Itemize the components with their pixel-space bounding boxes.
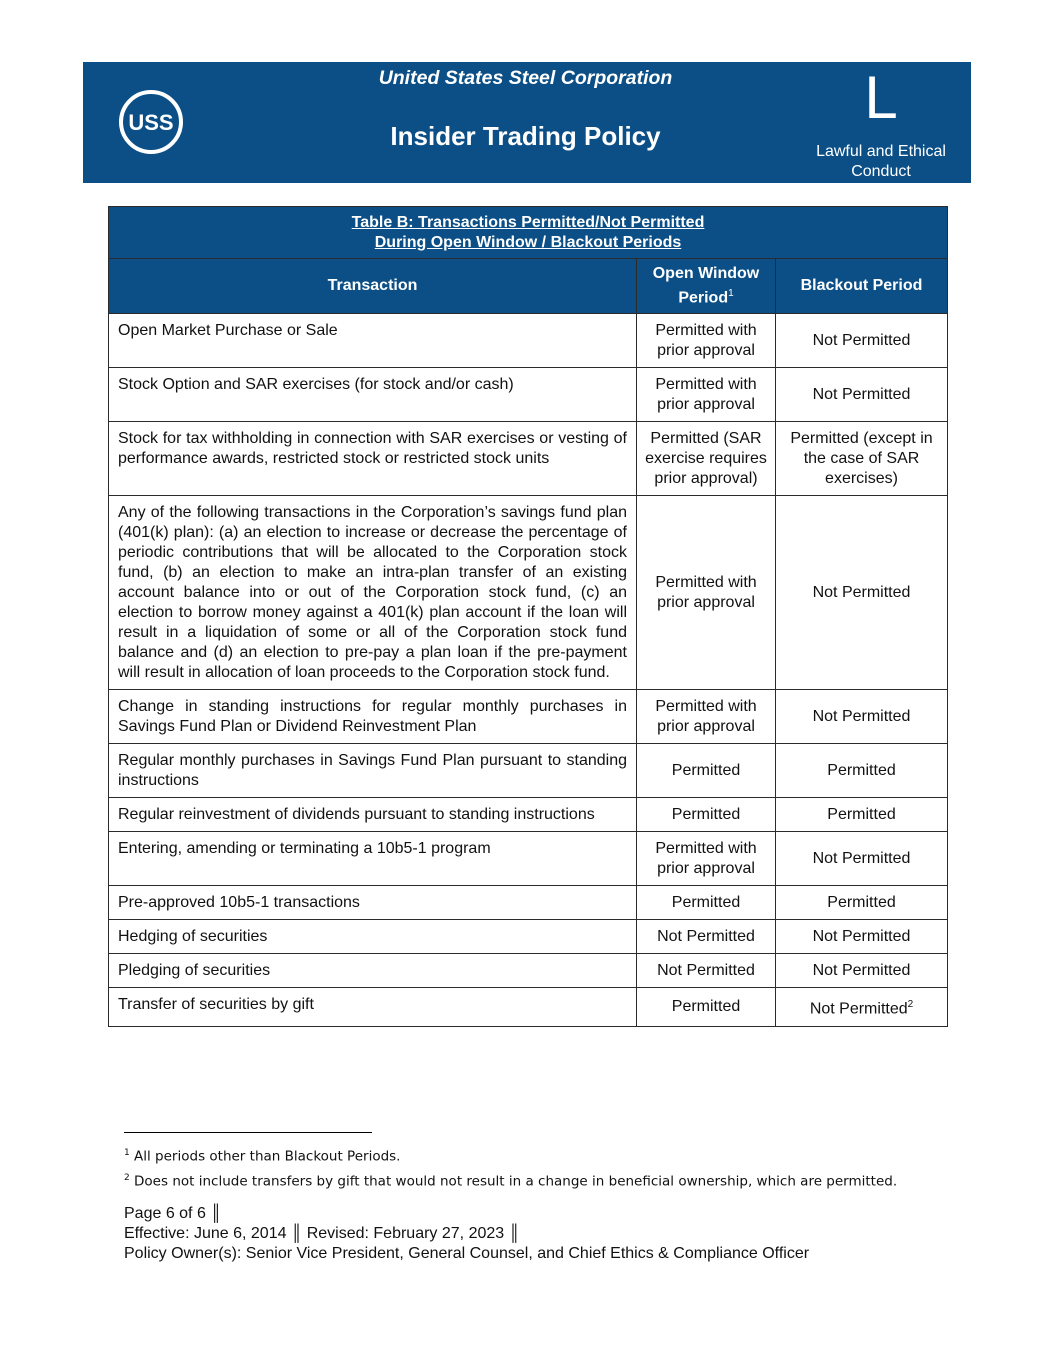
section-name <box>795 142 967 182</box>
blackout-cell <box>776 832 948 886</box>
blackout-text: Permitted <box>827 806 896 824</box>
table-row <box>109 368 948 422</box>
company-name: United States Steel Corporation <box>378 67 673 89</box>
table-row <box>109 744 948 798</box>
transaction-cell: Regular monthly purchases in Savings Fund Plan pursuant to standing instructions <box>109 744 637 798</box>
transaction-cell: Entering, amending or terminating a 10b5-1 program <box>109 832 637 886</box>
footnote-ref-1: 1 <box>728 288 734 299</box>
blackout-text: Permitted (except in the case of SAR exercises) <box>790 430 933 488</box>
blackout-cell <box>776 422 948 496</box>
document-header <box>83 62 971 183</box>
page-title: Insider Trading Policy <box>390 121 661 151</box>
transaction-cell: Stock Option and SAR exercises (for stock and/or cash) <box>109 368 637 422</box>
open-window-cell: Permitted <box>637 744 776 798</box>
footnote-2: $^2$ Does not include transfers by gift that would not result in a change in beneficial ownership, which are permitted. <box>124 1172 898 1189</box>
table-row <box>109 886 948 920</box>
open-window-cell: Permitted with prior approval <box>637 832 776 886</box>
blackout-text: Not Permitted <box>812 584 911 602</box>
open-window-cell: Permitted (SAR exercise requires prior approval) <box>637 422 776 496</box>
table-row <box>109 798 948 832</box>
column-header-transaction: Transaction <box>109 259 637 314</box>
transaction-cell: Stock for tax withholding in connection with SAR exercises or vesting of performance awards, restricted stock or restricted stock units <box>109 422 637 496</box>
section-name-line1: Lawful and Ethical <box>816 143 946 160</box>
table-row <box>109 690 948 744</box>
transaction-cell: Change in standing instructions for regular monthly purchases in Savings Fund Plan or Dividend Reinvestment Plan <box>109 690 637 744</box>
column-header-blackout: Blackout Period <box>776 259 948 314</box>
transaction-cell: Hedging of securities <box>109 920 637 954</box>
open-window-cell: Permitted with prior approval <box>637 368 776 422</box>
page-footer <box>124 1204 1004 1264</box>
footnote-1: $^1$ All periods other than Blackout Periods. <box>124 1148 401 1165</box>
table-row <box>109 496 948 690</box>
blackout-cell <box>776 744 948 798</box>
table-row <box>109 422 948 496</box>
section-letter: L <box>864 64 898 131</box>
blackout-text: Not Permitted <box>812 928 911 946</box>
blackout-text: Not Permitted <box>812 386 911 404</box>
open-window-cell: Permitted with prior approval <box>637 314 776 368</box>
transaction-cell: Pledging of securities <box>109 954 637 988</box>
footnote-divider <box>124 1132 372 1133</box>
open-window-cell: Not Permitted <box>637 920 776 954</box>
blackout-cell <box>776 886 948 920</box>
open-window-cell: Permitted with prior approval <box>637 496 776 690</box>
table-caption <box>109 207 948 259</box>
blackout-text: Not Permitted <box>812 708 911 726</box>
transaction-cell: Any of the following transactions in the Corporation’s savings fund plan (401(k) plan): (a) an election to increase or decrease the percentage of periodic contributions that will be allocated to the Corporation stock fund, (b) an election to make an intra-plan transfer of an existing account balance into or out of the Corporation stock fund, (c) an election to borrow money against a 401(k) plan account if the loan will result in a liquidation of some or all of the Corporation stock fund balance and (d) an election to pre-pay a plan loan if the pre-payment will result in allocation of loan proceeds to the Corporation stock fund. <box>109 496 637 690</box>
blackout-cell <box>776 920 948 954</box>
policy-owners: Policy Owner(s): Senior Vice President, General Counsel, and Chief Ethics & Compliance Officer <box>124 1245 810 1262</box>
transaction-cell: Pre-approved 10b5-1 transactions <box>109 886 637 920</box>
page-number: Page 6 of 6 ║ <box>124 1205 222 1222</box>
table-caption-line2: During Open Window / Blackout Periods <box>374 234 682 251</box>
transactions-table <box>108 206 948 1027</box>
table-row <box>109 832 948 886</box>
open-window-cell: Permitted <box>637 886 776 920</box>
open-window-cell: Permitted <box>637 988 776 1026</box>
blackout-text: Permitted <box>827 762 896 780</box>
section-name-line2: Conduct <box>851 163 911 180</box>
table-row <box>109 920 948 954</box>
table-row <box>109 988 948 1026</box>
logo-text: USS <box>128 110 174 135</box>
transaction-cell: Open Market Purchase or Sale <box>109 314 637 368</box>
policy-dates: Effective: June 6, 2014 ║ Revised: February 27, 2023 ║ <box>124 1225 520 1242</box>
table-caption-line1: Table B: Transactions Permitted/Not Permitted <box>351 214 705 231</box>
blackout-text: Not Permitted <box>812 850 911 868</box>
blackout-text: Not Permitted <box>812 962 911 980</box>
blackout-cell <box>776 368 948 422</box>
blackout-cell <box>776 798 948 832</box>
transaction-cell: Transfer of securities by gift <box>109 988 637 1026</box>
uss-logo <box>118 89 184 155</box>
blackout-cell <box>776 314 948 368</box>
blackout-cell <box>776 988 948 1026</box>
open-window-cell: Permitted with prior approval <box>637 690 776 744</box>
blackout-cell <box>776 954 948 988</box>
transaction-cell: Regular reinvestment of dividends pursuant to standing instructions <box>109 798 637 832</box>
blackout-cell <box>776 690 948 744</box>
blackout-text: Not Permitted <box>809 1000 908 1018</box>
blackout-text: Not Permitted <box>812 332 911 350</box>
table-row <box>109 954 948 988</box>
footnote-ref-2: 2 <box>907 999 914 1011</box>
column-header-open-window: Open Window Period$^1$ <box>637 259 776 314</box>
blackout-text: Permitted <box>827 894 896 912</box>
blackout-cell <box>776 496 948 690</box>
open-window-cell: Permitted <box>637 798 776 832</box>
footnotes <box>124 1143 1004 1192</box>
open-window-cell: Not Permitted <box>637 954 776 988</box>
table-row <box>109 314 948 368</box>
